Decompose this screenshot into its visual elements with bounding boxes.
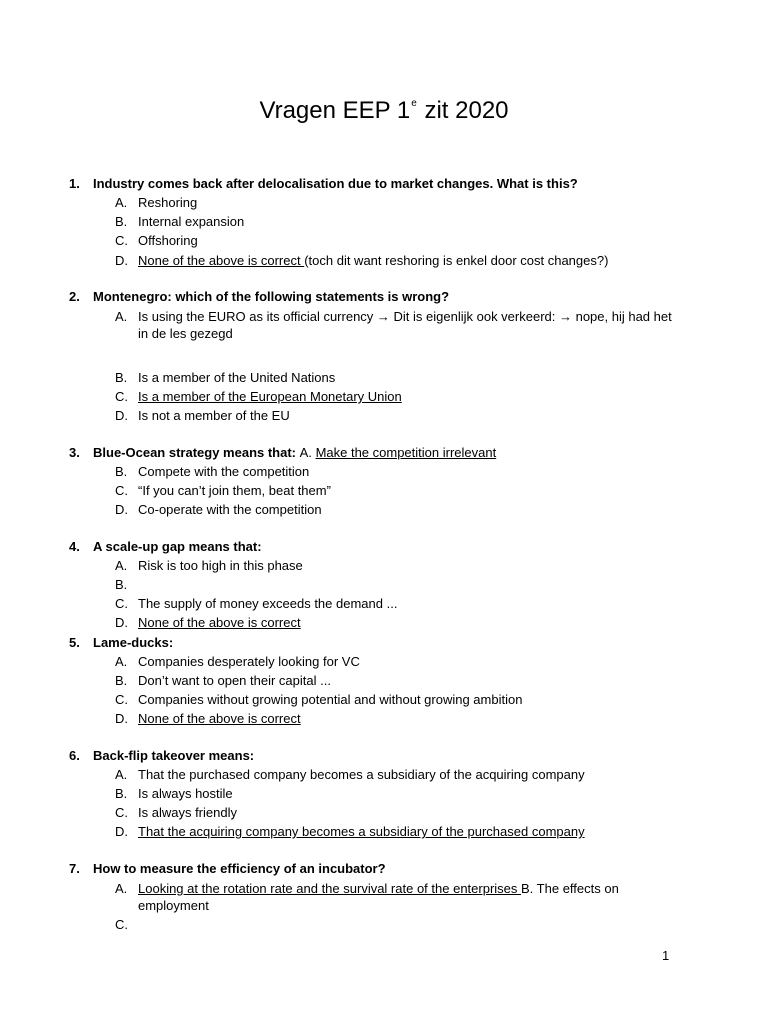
inline-answer [300, 445, 497, 460]
question-5-heading [69, 633, 173, 652]
option-letter: B. [115, 673, 128, 688]
option-letter: A. [115, 654, 128, 669]
question-text: Blue-Ocean strategy means that: [93, 445, 297, 460]
option-text [138, 880, 678, 914]
question-number: 3. [69, 445, 80, 460]
question-3-heading [69, 443, 496, 462]
option-letter: A. [115, 558, 128, 573]
question-text: Montenegro: which of the following statements is wrong? [93, 289, 450, 304]
question-text: A scale-up gap means that: [93, 539, 262, 554]
option-text: Don’t want to open their capital ... [138, 673, 331, 688]
option-letter: D. [115, 615, 128, 630]
question-number: 2. [69, 289, 80, 304]
page-title [0, 88, 768, 127]
option-text: Companies desperately looking for VC [138, 654, 360, 669]
question-7-heading [69, 859, 386, 878]
correct-answer: Looking at the rotation rate and the survival rate of the enterprises [138, 881, 522, 896]
option-letter: A. [115, 881, 128, 896]
option-letter: B. [115, 214, 128, 229]
question-text: How to measure the efficiency of an incubator? [93, 861, 386, 876]
correct-answer: Make the competition irrelevant [315, 445, 497, 460]
question-number: 6. [69, 748, 80, 763]
question-number: 4. [69, 539, 80, 554]
option-text: Companies without growing potential and without growing ambition [138, 692, 523, 707]
question-number: 5. [69, 635, 80, 650]
option-letter: B. [115, 577, 128, 592]
option-text: Is using the EURO as its official currency → Dit is eigenlijk ook verkeerd: → nope, hij had het in de les gezegd [138, 309, 672, 341]
option-letter: D. [115, 711, 128, 726]
option-letter: D. [115, 253, 128, 268]
option-text: Is always hostile [138, 786, 233, 801]
correct-answer: None of the above is correct [138, 615, 301, 630]
option-letter: A. [115, 309, 128, 324]
option-letter: C. [115, 233, 128, 248]
option-letter: C. [115, 805, 128, 820]
question-4-heading [69, 537, 262, 556]
option-letter: A. [299, 445, 312, 460]
option-letter: B. [115, 370, 128, 385]
title-suffix: zit 2020 [417, 97, 509, 124]
option-text: The supply of money exceeds the demand ... [138, 596, 398, 611]
option-letter: C. [115, 483, 128, 498]
option-text: Is always friendly [138, 805, 237, 820]
option-text: Offshoring [138, 233, 198, 248]
option-text [138, 252, 678, 269]
correct-answer: Is a member of the European Monetary Union [138, 389, 402, 404]
question-number: 1. [69, 176, 80, 191]
option-letter: C. [115, 917, 128, 932]
option-letter: B. [115, 464, 128, 479]
option-text: Reshoring [138, 195, 198, 210]
option-letter: B. [115, 786, 128, 801]
title-prefix: Vragen EEP 1 [259, 97, 411, 124]
correct-answer: None of the above is correct [138, 253, 305, 268]
option-letter: C. [115, 389, 128, 404]
answer-note: (toch dit want reshoring is enkel door cost changes?) [304, 253, 609, 268]
question-number: 7. [69, 861, 80, 876]
question-1-heading [69, 174, 578, 193]
answer-note: B. The effects on employment [138, 881, 619, 913]
option-text: Compete with the competition [138, 464, 310, 479]
option-letter: A. [115, 767, 128, 782]
option-text: “If you can’t join them, beat them” [138, 483, 331, 498]
correct-answer: That the acquiring company becomes a subsidiary of the purchased company [138, 824, 585, 839]
option-letter: C. [115, 692, 128, 707]
option-letter: D. [115, 408, 128, 423]
option-text: Co-operate with the competition [138, 502, 322, 517]
option-letter: D. [115, 502, 128, 517]
title-superscript: e [411, 98, 417, 109]
correct-answer: None of the above is correct [138, 711, 301, 726]
option-letter: D. [115, 824, 128, 839]
option-text: Internal expansion [138, 214, 245, 229]
option-letter: C. [115, 596, 128, 611]
option-text: Is a member of the United Nations [138, 370, 336, 385]
question-text: Back-flip takeover means: [93, 748, 255, 763]
option-text: Risk is too high in this phase [138, 558, 303, 573]
question-text: Industry comes back after delocalisation due to market changes. What is this? [93, 176, 578, 191]
page-number: 1 [662, 948, 670, 963]
option-text: That the purchased company becomes a subsidiary of the acquiring company [138, 767, 585, 782]
option-letter: A. [115, 195, 128, 210]
question-6-heading [69, 746, 254, 765]
option-text: Is not a member of the EU [138, 408, 290, 423]
question-2-heading [69, 287, 449, 306]
question-text: Lame-ducks: [93, 635, 174, 650]
